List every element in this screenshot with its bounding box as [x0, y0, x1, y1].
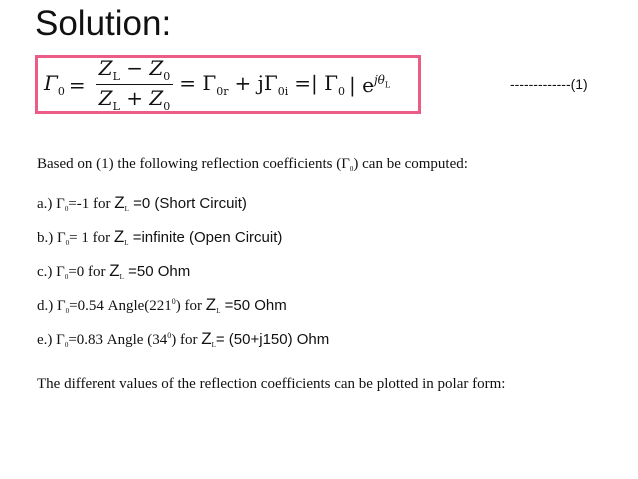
- reflection-coefficient-equation: [44, 56, 414, 113]
- equation-box: [35, 55, 421, 114]
- slide-title: Solution:: [35, 4, 172, 43]
- list-item: a.) $\Gamma_0=-1$ for $Z_L =0$ (Short Circuit): [37, 193, 247, 213]
- list-item: d.) $\Gamma_0=0.54$ $Angle(221^0)$ for $Z_L =50$ Ohm: [37, 295, 287, 315]
- eq-fraction: [96, 56, 174, 113]
- eq-imag-part: + $j\Gamma_{0i}$: [234, 71, 289, 98]
- intro-text: Based on (1) the following reflection coefficients $(\Gamma_0)$ can be computed:: [37, 156, 468, 173]
- eq-magnitude: =| $\Gamma_0$: [294, 71, 345, 98]
- list-item: b.) $\Gamma_0= 1$ for $Z_L$ =infinite (Open Circuit): [37, 227, 283, 247]
- eq-equals: =: [68, 72, 86, 97]
- eq-exponential: | $e^{j\theta_L}$: [349, 72, 391, 97]
- list-item: e.) $\Gamma_0=0.83$ Angle $(34^0)$ for $Z_L= (50+j150)$ Ohm: [37, 329, 330, 349]
- list-item: c.) $\Gamma_0=0$ for $Z_L =50$ Ohm: [37, 261, 191, 281]
- equation-number-label: -------------(1): [510, 76, 588, 92]
- eq-numerator: $Z_L - Z_0$: [96, 56, 174, 85]
- eq-gamma: $\Gamma_0$: [44, 71, 65, 98]
- conclusion-text: The different values of the reflection coefficients can be plotted in polar form:: [37, 376, 506, 392]
- eq-denominator: $Z_L + Z_0$: [98, 86, 171, 113]
- eq-real-part: = $\Gamma_{0r}$: [179, 71, 229, 98]
